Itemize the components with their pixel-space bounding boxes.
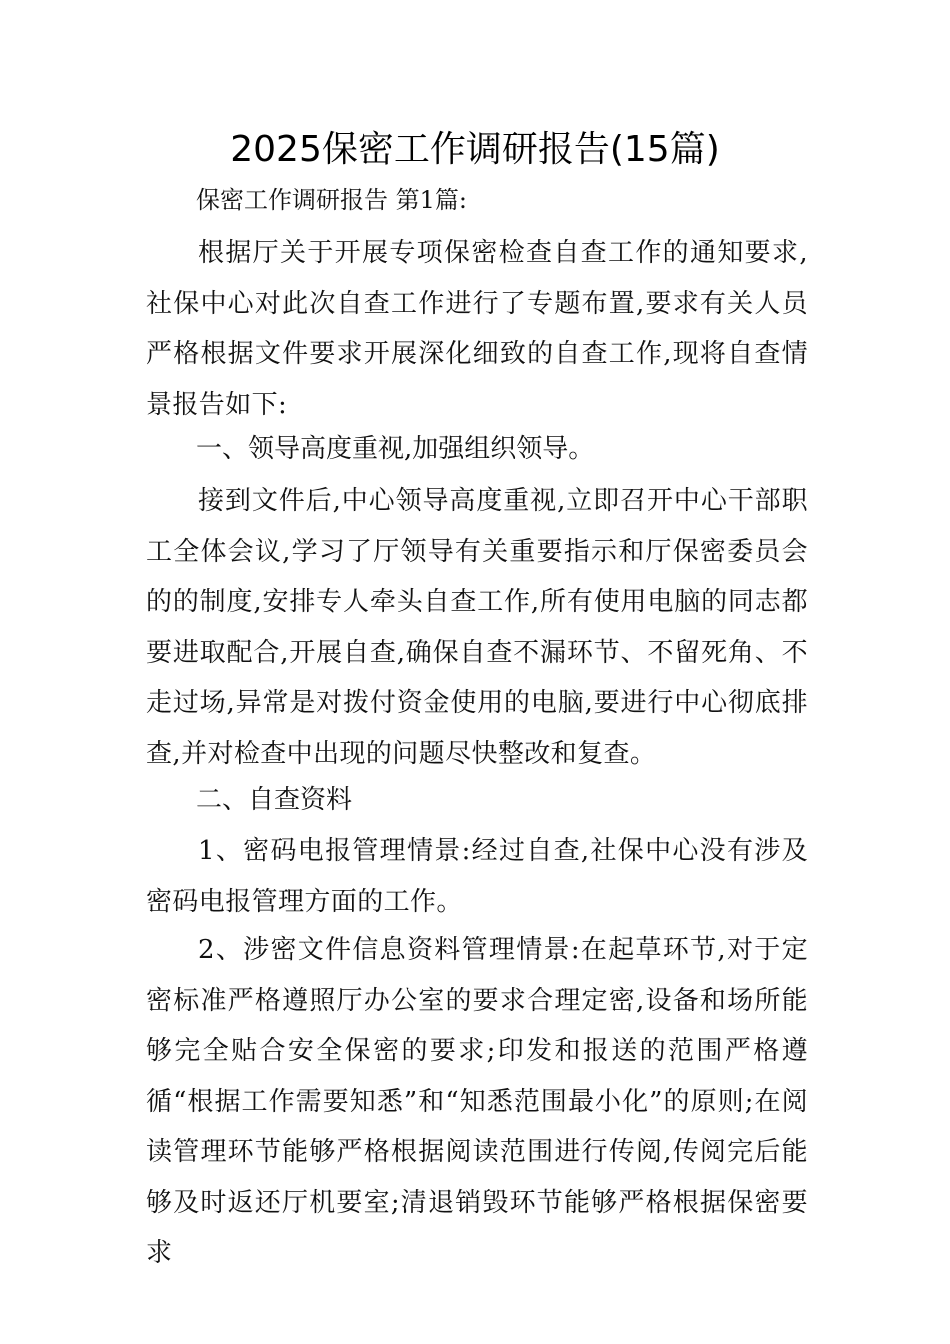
paragraph-cipher-telegram: 1、密码电报管理情景:经过自查,社保中心没有涉及密码电报管理方面的工作。 [146, 836, 808, 917]
paragraph-leadership: 接到文件后,中心领导高度重视,立即召开中心干部职工全体会议,学习了厅领导有关重要指示和厅保密委员会的的制度,安排专人牵头自查工作,所有使用电脑的同志都要进取配合,开展自查,确保自查不漏环节、不留死角、不走过场,异常是对拨付资金使用的电脑,要进行中心彻底排查,并对检查中出现的问题尽快整改和复查。 [146, 486, 808, 769]
heading-leadership: 一、领导高度重视,加强组织领导。 [196, 434, 595, 464]
paragraph-classified-documents: 2、涉密文件信息资料管理情景:在起草环节,对于定密标准严格遵照厅办公室的要求合理定密,设备和场所能够完全贴合安全保密的要求;印发和报送的范围严格遵循“根据工作需要知悉”和“知悉范围最小化”的原则;在阅读管理环节能够严格根据阅读范围进行传阅,传阅完后能够及时返还厅机要室;清退销毁环节能够严格根据保密要求 [146, 935, 808, 1268]
section-subtitle: 保密工作调研报告 第1篇: [196, 186, 467, 214]
paragraph-intro: 根据厅关于开展专项保密检查自查工作的通知要求,社保中心对此次自查工作进行了专题布置,要求有关人员严格根据文件要求开展深化细致的自查工作,现将自查情景报告如下: [146, 238, 808, 420]
document-title: 2025保密工作调研报告(15篇) [230, 129, 720, 170]
heading-self-check: 二、自查资料 [196, 785, 353, 815]
